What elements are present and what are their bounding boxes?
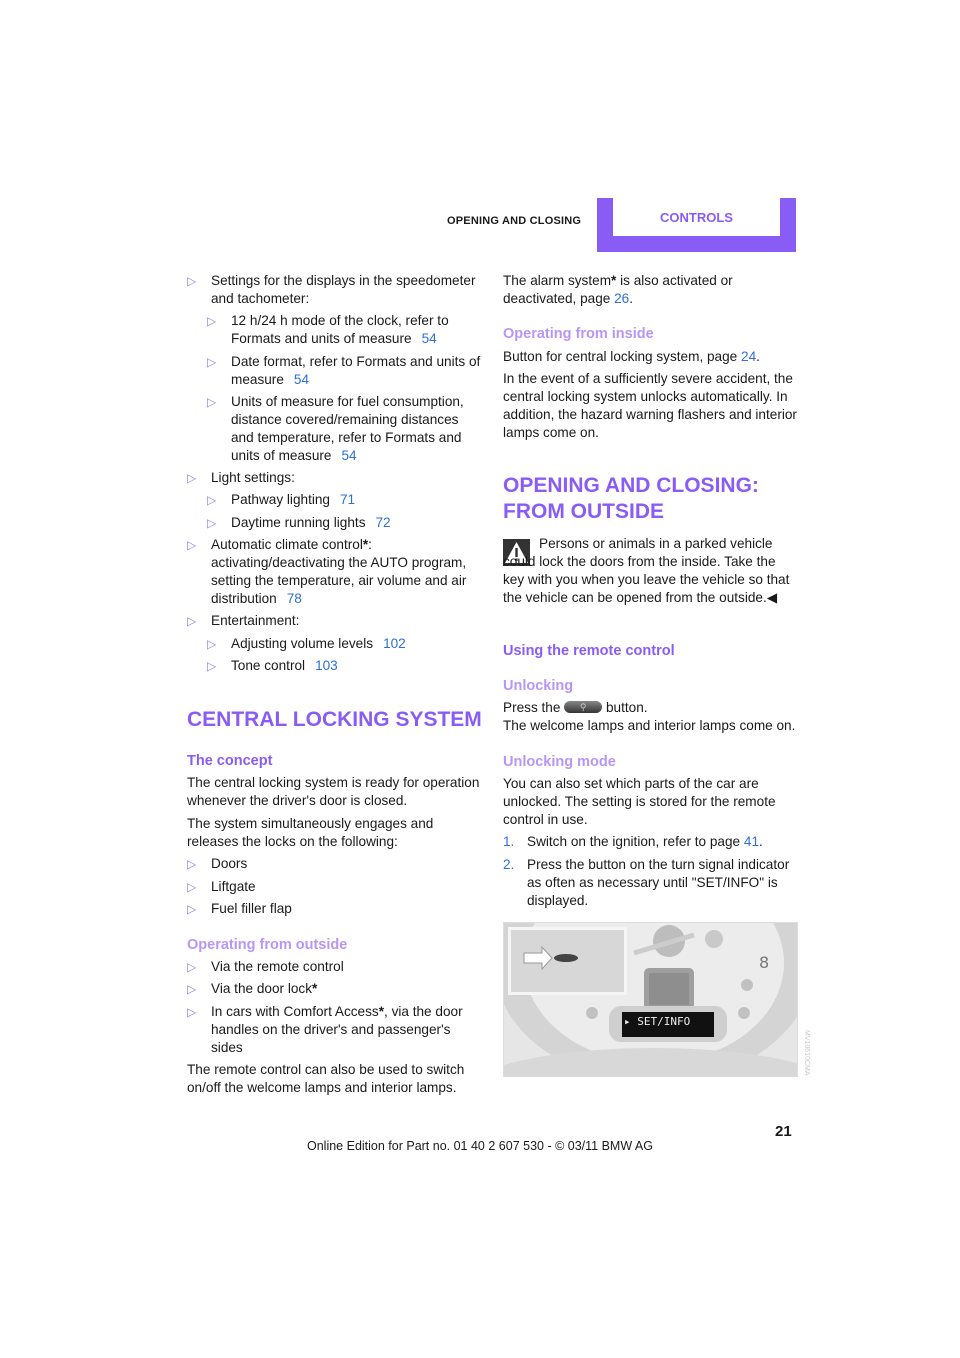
end-mark-icon: ◀	[766, 590, 778, 605]
page-link[interactable]: 26	[614, 291, 630, 306]
list-item: ▷ Entertainment:	[187, 613, 300, 628]
unlock-button-icon: ⚲	[564, 701, 602, 713]
triangle-bullet-icon: ▷	[187, 1005, 197, 1019]
page-link[interactable]: 54	[421, 331, 437, 346]
triangle-bullet-icon: ▷	[187, 274, 197, 288]
page-number: 21	[775, 1123, 792, 1140]
page-link[interactable]: 103	[315, 658, 338, 673]
step-item: 1. Switch on the ignition, refer to page 41.	[503, 834, 763, 849]
triangle-bullet-icon: ▷	[207, 659, 217, 673]
paragraph: In the event of a sufficiently severe accident, the central locking system unlocks automatically. In addition, the hazard warning flashers and interior lamps come on.	[503, 371, 797, 440]
list-item: ▷ Tone control 103	[207, 658, 338, 673]
subheading: Unlocking	[503, 678, 574, 694]
page-link[interactable]: 54	[341, 448, 357, 463]
page-link[interactable]: 72	[375, 515, 391, 530]
page-link[interactable]: 41	[743, 834, 760, 849]
triangle-bullet-icon: ▷	[187, 538, 197, 552]
chapter-tab	[597, 198, 796, 252]
triangle-bullet-icon: ▷	[187, 982, 197, 996]
subheading: Operating from inside	[503, 326, 654, 342]
paragraph: The remote control can also be used to switch on/off the welcome lamps and interior lamps.	[187, 1062, 465, 1095]
subheading: Unlocking mode	[503, 754, 616, 770]
triangle-bullet-icon: ▷	[207, 516, 217, 530]
triangle-bullet-icon: ▷	[187, 880, 197, 894]
triangle-bullet-icon: ▷	[207, 493, 217, 507]
list-item: ▷ Settings for the displays in the speedometer and tachometer:	[187, 273, 476, 306]
triangle-bullet-icon: ▷	[207, 314, 217, 328]
list-item: ▷ Adjusting volume levels 102	[207, 636, 406, 651]
paragraph: You can also set which parts of the car are unlocked. The setting is stored for the remote control in use.	[503, 776, 776, 827]
paragraph: The alarm system* is also activated or deactivated, page 26.	[503, 273, 733, 306]
list-item: ▷ Via the door lock*	[187, 981, 318, 996]
page-link[interactable]: 54	[293, 372, 310, 387]
triangle-bullet-icon: ▷	[207, 355, 217, 369]
list-item: ▷ Via the remote control	[187, 959, 344, 974]
figure-code: MV10610CMA	[803, 1030, 810, 1076]
subheading: The concept	[187, 753, 273, 769]
list-item: ▷ Pathway lighting 71	[207, 492, 356, 507]
paragraph: The system simultaneously engages and releases the locks on the following:	[187, 816, 434, 849]
subheading: Using the remote control	[503, 643, 675, 659]
triangle-bullet-icon: ▷	[207, 395, 217, 409]
page-link[interactable]: 24	[741, 349, 757, 364]
triangle-bullet-icon: ▷	[187, 902, 197, 916]
subheading: Operating from outside	[187, 937, 348, 953]
paragraph: The central locking system is ready for operation whenever the driver's door is closed.	[187, 775, 480, 808]
instrument-cluster-figure	[503, 922, 798, 1077]
list-item: ▷ Light settings:	[187, 470, 295, 485]
list-item: ▷ Doors	[187, 856, 248, 871]
list-item: ▷ Liftgate	[187, 879, 256, 894]
list-item: ▷ In cars with Comfort Access*, via the door handles on the driver's and passenger's sides	[187, 1004, 463, 1055]
page-link[interactable]: 102	[383, 636, 406, 651]
svg-text:8: 8	[759, 953, 770, 972]
list-item: ▷ Daytime running lights 72	[207, 515, 391, 530]
section-heading: OPENING AND CLOSING: FROM OUTSIDE	[503, 474, 759, 523]
chapter-tab-label: CONTROLS	[613, 198, 780, 236]
section-heading: CENTRAL LOCKING SYSTEM	[187, 708, 482, 731]
triangle-bullet-icon: ▷	[187, 960, 197, 974]
display-text: ▸ SET/INFO	[624, 1015, 691, 1028]
page-link[interactable]: 78	[286, 591, 302, 606]
paragraph: The welcome lamps and interior lamps come on.	[503, 718, 796, 733]
footer-edition: Online Edition for Part no. 01 40 2 607 530 - © 03/11 BMW AG	[307, 1139, 653, 1153]
triangle-bullet-icon: ▷	[207, 637, 217, 651]
warning-text: Persons or animals in a parked vehicle could lock the doors from the inside. Take the key with you when you leave the vehicle so that the vehicle can be opened from the outside.◀	[503, 536, 790, 605]
list-item: ▷ Automatic climate control*: activating/deactivating the AUTO program, setting the temperature, air volume and air distribution 78	[187, 537, 467, 606]
list-item: ▷ Units of measure for fuel consumption, distance covered/remaining distances and temperature, refer to Formats and units of measure 54	[207, 394, 464, 463]
list-item: ▷ 12 h/24 h mode of the clock, refer to Formats and units of measure 54	[207, 313, 449, 346]
list-item: ▷ Fuel filler flap	[187, 901, 292, 916]
section-title: OPENING AND CLOSING	[447, 215, 582, 227]
step-item: 2. Press the button on the turn signal indicator as often as necessary until "SET/INFO" is displayed.	[503, 857, 790, 908]
triangle-bullet-icon: ▷	[187, 471, 197, 485]
paragraph: Button for central locking system, page 24.	[503, 349, 760, 364]
list-item: ▷ Date format, refer to Formats and units of measure 54	[207, 354, 481, 387]
page-link[interactable]: 71	[340, 492, 356, 507]
paragraph: Press the ⚲ button.	[503, 700, 648, 715]
triangle-bullet-icon: ▷	[187, 614, 197, 628]
triangle-bullet-icon: ▷	[187, 857, 197, 871]
